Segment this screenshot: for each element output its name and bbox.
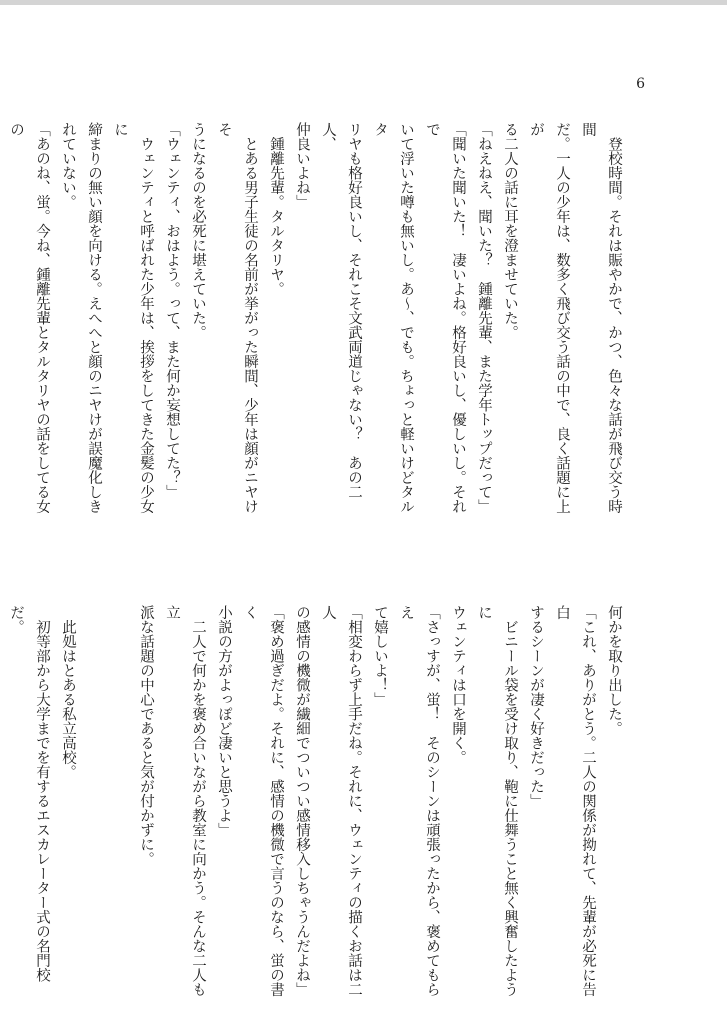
text-line: の感情の機微が繊細でついつい感情移入しちゃうんだよね」 [294,605,310,997]
text-line: 小説の方がよっぽど凄いと思うよ」 [216,605,232,837]
text-line: 締まりの無い顔を向ける。えへへと顔のニヤけが誤魔化しき [86,122,102,514]
text-line: とある男子生徒の名前が挙がった瞬間、少年は顔がニヤけそ [216,122,258,514]
lower-text-block [8,605,627,1005]
text-line: 何かを取り出した。 [606,605,622,736]
text-line: 派な話題の中心であると気が付かずに。 [138,605,154,866]
page-number: 6 [636,76,645,92]
text-line: 登校時間。それは賑やかで、かつ、色々な話が飛び交う時間 [580,122,622,514]
blank-line [107,605,133,1005]
text-line: 仲良いよね」 [294,122,310,209]
text-line: 初等部から大学までを有するエスカレーター式の名門校だ。 [8,605,50,982]
text-line: 鍾離先輩。タルタリヤ。 [268,122,284,296]
text-line: リヤも格好良いし、それこそ文武両道じゃない？ あの二人、 [320,122,362,499]
text-line: いて浮いた噂も無いし。あ〜、でも。ちょっと軽いけどタルタ [372,122,414,514]
text-line: ウェンティと呼ばれた少年は、挨拶をしてきた金髪の少女に [112,122,154,514]
text-line: 「聞いた聞いた！ 凄いよね。格好良いし、優しいし。それで [424,122,466,514]
text-line: 「さっすが、蛍！ そのシーンは頑張ったから、褒めてもらえ [398,605,440,997]
text-line: 「相変わらず上手だね。それに、ウェンティの描くお話は二人 [320,605,362,997]
text-line: る二人の話に耳を澄ませていた。 [502,122,518,340]
text-line: するシーンが凄く好きだった」 [528,605,544,808]
text-line: 二人で何かを褒め合いながら教室に向かう。そんな二人も立 [164,605,206,997]
text-line: れていない。 [60,122,76,209]
text-line: 「ウェンティ、おはよう。って、また何か妄想してた？」 [164,122,180,499]
text-line: うになるのを必死に堪えていた。 [190,122,206,340]
text-line: 「あのね、蛍。今ね、鍾離先輩とタルタリヤの話をしてる女の [8,122,50,514]
text-line: 此処はとある私立高校。 [60,605,76,779]
text-line: だ。一人の少年は、数多く飛び交う話の中で、良く話題に上が [528,122,570,514]
text-line: 「褒め過ぎだよ。それに、感情の機微で言うのなら、蛍の書く [242,605,284,997]
blank-line [81,605,107,1005]
text-line [0,605,3,1005]
text-line: 「ねえねえ、聞いた？ 鍾離先輩、また学年トップだって」 [476,122,492,514]
text-line: 「これ、ありがとう。二人の関係が拗れて、先輩が必死に告白 [554,605,596,997]
upper-text-block [8,122,627,522]
text-line: て嬉しいよ！」 [372,605,388,707]
top-border [0,0,727,5]
text-line [0,122,3,522]
text-line: ウェンティは口を開く。 [450,605,466,765]
text-line: ビニール袋を受け取り、鞄に仕舞うこと無く興奮したように [476,605,518,997]
